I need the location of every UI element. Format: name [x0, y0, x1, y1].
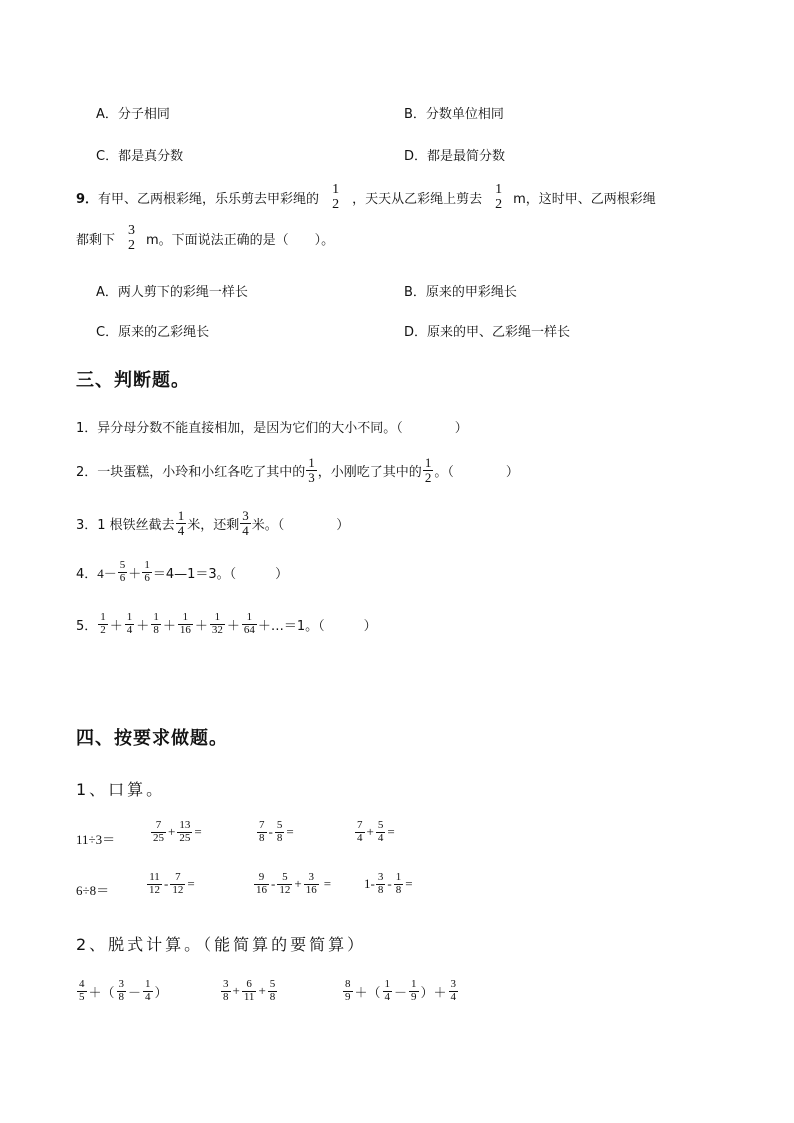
q9-option-a: [96, 281, 248, 300]
fraction: $\frac{1}{2}$: [424, 455, 432, 485]
option-text: 原来的乙彩绳长: [118, 325, 210, 340]
fraction: 3 2: [128, 223, 136, 253]
option-text: 都是最简分数: [427, 149, 506, 164]
q9-option-c: [96, 321, 209, 340]
option-letter: C．: [96, 149, 119, 164]
option-letter: A．: [96, 285, 118, 300]
operator: -: [164, 876, 169, 892]
fraction: 1 2: [495, 182, 503, 212]
calc-expression-3: [342, 979, 459, 1003]
fraction: $\frac{7}{8}$: [259, 819, 265, 844]
judge-item-2: [76, 456, 519, 484]
plus-sign: ＋: [226, 617, 240, 633]
fraction: $\frac{3}{8}$: [377, 871, 384, 896]
calc-r1-c3: [256, 820, 295, 844]
q9-line-2: [76, 224, 334, 253]
fraction: $\frac{5}{4}$: [377, 819, 384, 844]
fraction: $\frac{1}{4}$: [145, 978, 151, 1003]
plus-sign: ＋: [194, 617, 208, 633]
q8-option-b: [404, 103, 504, 122]
option-text: 两人剪下的彩绳一样长: [117, 285, 248, 300]
option-letter: D．: [404, 325, 428, 340]
plus-sign: ＋: [162, 617, 176, 633]
equals-sign: =: [387, 824, 395, 840]
q9-line-1: [76, 183, 656, 212]
fraction: $\frac{1}{4}$: [177, 508, 185, 538]
judge-item-1: [76, 417, 468, 436]
calc-expression-1: [76, 979, 169, 1003]
q9-option-d: [404, 321, 570, 340]
judge-item-4: [76, 560, 288, 584]
subsection-2-title: 2、脱式计算。（能简算的要简算）: [76, 935, 367, 954]
fraction: $\frac{3}{4}$: [242, 508, 249, 538]
item-text: 异分母分数不能直接相加，是因为它们的大小不同。（ ）: [97, 421, 468, 436]
operator: －: [394, 984, 408, 1000]
fraction: $\frac{1}{6}$: [144, 559, 150, 584]
item-number: 5．: [76, 618, 98, 634]
operator: +: [366, 824, 374, 840]
operator: +: [258, 983, 266, 999]
calc-r1-c2: [150, 820, 203, 844]
fraction: $\frac{5}{8}$: [269, 978, 276, 1003]
question-text: m。下面说法正确的是（ ）。: [146, 233, 335, 249]
fraction: $\frac{9}{16}$: [256, 871, 267, 896]
option-text: 都是真分数: [118, 149, 184, 164]
operator: +: [168, 824, 176, 840]
calc-expression-2: [220, 979, 278, 1003]
judge-item-5: [76, 612, 377, 636]
fraction: $\frac{8}{9}$: [345, 978, 351, 1003]
plus-sign: ＋: [109, 617, 123, 633]
fraction: $\frac{3}{16}$: [305, 871, 317, 896]
fraction: $\frac{13}{25}$: [179, 819, 191, 844]
option-text: 分子相同: [117, 107, 170, 122]
fraction: $\frac{1}{64}$: [243, 611, 255, 636]
fraction: $\frac{1}{2}$: [100, 611, 106, 636]
fraction: $\frac{1}{32}$: [211, 611, 223, 636]
equals-sign: =: [405, 876, 413, 892]
equals-sign: =: [286, 824, 294, 840]
expression: 6÷8＝: [76, 883, 110, 898]
option-text: 原来的甲彩绳长: [425, 285, 517, 300]
item-text: ＝4—1＝3。（ ）: [152, 566, 289, 582]
calc-r2-c2: [146, 872, 196, 896]
operator: +: [294, 876, 302, 892]
question-text: 有甲、乙两根彩绳，乐乐剪去甲彩绳的: [98, 192, 320, 208]
calc-r2-c4: [364, 872, 414, 896]
item-text: ＋: [128, 565, 142, 581]
question-number: 9．: [76, 192, 99, 208]
fraction: $\frac{7}{25}$: [153, 819, 164, 844]
fraction: $\frac{3}{8}$: [223, 978, 229, 1003]
item-text: 1 根铁丝截去: [97, 517, 175, 533]
operator: -: [387, 876, 392, 892]
option-text: 分数单位相同: [425, 107, 504, 122]
fraction: $\frac{3}{4}$: [450, 978, 457, 1003]
judge-item-3: [76, 509, 349, 537]
option-letter: C．: [96, 325, 119, 340]
fraction: $\frac{6}{11}$: [243, 978, 255, 1003]
operator: ＋（: [354, 984, 381, 1000]
fraction: $\frac{4}{5}$: [79, 978, 85, 1003]
fraction: $\frac{7}{12}$: [172, 871, 184, 896]
item-text: 4－: [97, 565, 117, 581]
fraction: $\frac{1}{16}$: [179, 611, 191, 636]
item-number: 2．: [76, 464, 98, 480]
fraction: $\frac{5}{6}$: [119, 559, 126, 584]
operator: ＋（: [88, 984, 115, 1000]
q9-option-b: [404, 281, 517, 300]
item-text: ＋…＝1。（ ）: [257, 618, 377, 634]
item-text: 米。（ ）: [251, 517, 350, 533]
item-text: 米，还剩: [187, 517, 240, 533]
subsection-1-title: 1、口算。: [76, 780, 166, 799]
q8-option-c: [96, 145, 183, 164]
operator: -: [271, 876, 276, 892]
fraction: $\frac{1}{4}$: [126, 611, 133, 636]
item-text: ，小刚吃了其中的: [317, 464, 422, 480]
fraction: $\frac{1}{4}$: [384, 978, 391, 1003]
expression: 11÷3＝: [76, 832, 116, 847]
operator: ）: [154, 984, 168, 1000]
equals-sign: =: [323, 876, 332, 892]
option-letter: B．: [404, 107, 426, 122]
option-letter: D．: [404, 149, 428, 164]
fraction: $\frac{5}{8}$: [276, 819, 283, 844]
calc-r2-c1: [76, 880, 109, 899]
item-number: 3．: [76, 517, 98, 533]
calc-r2-c3: [253, 872, 332, 896]
expression: 1-: [364, 876, 375, 892]
fraction: 1 2: [332, 182, 340, 212]
item-text: 。（ ）: [434, 464, 519, 480]
q8-option-d: [404, 145, 505, 164]
option-letter: A．: [96, 107, 118, 122]
fraction: $\frac{1}{9}$: [411, 978, 417, 1003]
equals-sign: =: [187, 876, 195, 892]
operator: -: [268, 824, 273, 840]
calc-r1-c1: [76, 829, 115, 848]
operator: ）＋: [420, 984, 447, 1000]
option-text: 原来的甲、乙彩绳一样长: [427, 325, 571, 340]
option-letter: B．: [404, 285, 426, 300]
fraction: $\frac{1}{8}$: [153, 611, 159, 636]
section-3-title: 三、判断题。: [76, 370, 190, 391]
q8-option-a: [96, 103, 170, 122]
operator: －: [128, 984, 142, 1000]
item-text: 一块蛋糕，小玲和小红各吃了其中的: [97, 464, 306, 480]
fraction: $\frac{1}{8}$: [395, 871, 402, 896]
plus-sign: ＋: [136, 617, 150, 633]
fraction: $\frac{3}{8}$: [118, 978, 125, 1003]
item-number: 1．: [76, 421, 98, 436]
fraction: $\frac{11}{12}$: [149, 871, 160, 896]
question-text: ，天天从乙彩绳上剪去: [352, 192, 483, 208]
equals-sign: =: [194, 824, 202, 840]
fraction: $\frac{5}{12}$: [279, 871, 291, 896]
fraction: $\frac{1}{3}$: [308, 455, 315, 485]
item-number: 4．: [76, 566, 98, 582]
question-text: 都剩下: [76, 233, 116, 249]
question-text: m，这时甲、乙两根彩绳: [513, 192, 656, 208]
operator: +: [232, 983, 240, 999]
fraction: $\frac{7}{4}$: [357, 819, 363, 844]
section-4-title: 四、按要求做题。: [76, 728, 228, 749]
calc-r1-c4: [354, 820, 396, 844]
